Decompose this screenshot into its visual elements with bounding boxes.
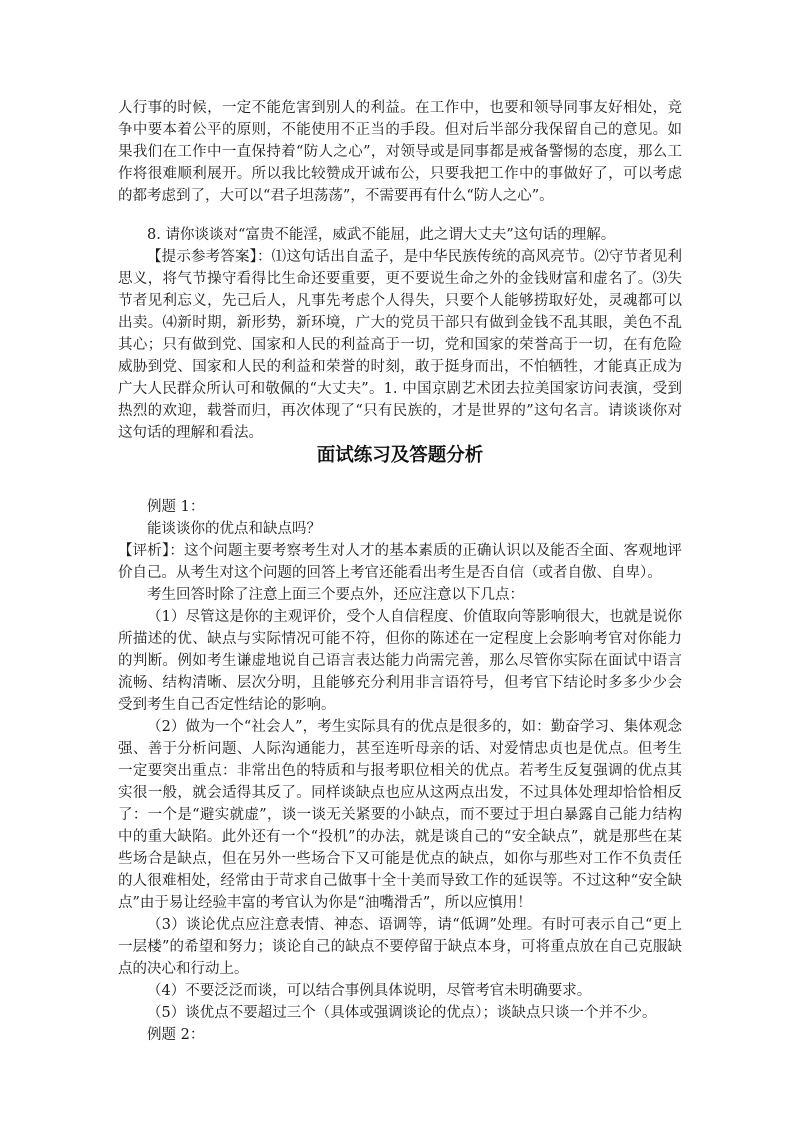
example-1-label: 例题 1：: [147, 499, 205, 515]
notes-intro: 考生回答时除了注意上面三个要点外，还应注意以下几点：: [147, 587, 524, 603]
point-3: （3）谈论优点应注意表情、神态、语调等，请“低调”处理。有时可表示自己“更上一层楼”的希望和努力；谈论自己的缺点不要停留于缺点本身，可将重点放在自己克服缺点的决心和行动上。: [118, 917, 682, 977]
point-2: （2）做为一个“社会人”，考生实际具有的优点是很多的，如：勤奋学习、集体观念强、善于分析问题、人际沟通能力，甚至连听母亲的话、对爱情忠贞也是优点。但考生一定要突出重点：非常出色的特质和与报考职位相关的优点。若考生反复强调的优点其实很一般，就会适得其反了。同样谈缺点也应从这两点出发，不过具体处理却恰恰相反了：一个是“避实就虚”，谈一谈无关紧要的小缺点，而不要过于坦白暴露自己能力结构中的重大缺陷。此外还有一个“投机”的办法，就是谈自己的“安全缺点”，就是那些在某些场合是缺点，但在另外一些场合下又可能是优点的缺点，如你与那些对工作不负责任的人很难相处，经常由于苛求自己做事十全十美而导致工作的延误等。不过这种“安全缺点”由于易让经验丰富的考官认为你是“油嘴滑舌”，所以应慎用！: [118, 719, 682, 911]
analysis-paragraph: 【评析】：这个问题主要考察考生对人才的基本素质的正确认识以及能否全面、客观地评价自己。从考生对这个问题的回答上考官还能看出考生是否自信（或者自傲、自卑）。: [118, 543, 682, 581]
point-4: （4）不要泛泛而谈，可以结合事例具体说明，尽管考官未明确要求。: [147, 983, 592, 999]
section-title: 面试练习及答题分析: [316, 445, 484, 466]
point-1: （1）尽管这是你的主观评价，受个人自信程度、价值取向等影响很大，也就是说你所描述的优、缺点与实际情况可能不符，但你的陈述在一定程度上会影响考官对你能力的判断。例如考生谦虚地说自己语言表达能力尚需完善，那么尽管你实际在面试中语言流畅、结构清晰、层次分明，且能够充分利用非言语符号，但考官下结论时多多少少会受到考生自己否定性结论的影响。: [118, 609, 682, 713]
paragraph-intro: 人行事的时候，一定不能危害到别人的利益。在工作中，也要和领导同事友好相处，竞争中要本着公平的原则，不能使用不正当的手段。但对后半部分我保留自己的意见。如果我们在工作中一直保持着“防人之心”，对领导或是同事都是戒备警惕的态度，那么工作将很难顺利展开。所以我比较赞成开诚布公，只要我把工作中的事做好了，可以考虑的都考虑到了，大可以“君子坦荡荡”，不需要再有什么“防人之心”。: [118, 100, 682, 204]
example-1-question: 能谈谈你的优点和缺点吗？: [147, 521, 321, 537]
question-8: 8. 请你谈谈对“富贵不能淫，威武不能屈，此之谓大丈夫”这句话的理解。: [147, 227, 616, 243]
point-5: （5）谈优点不要超过三个（具体或强调谈论的优点）；谈缺点只谈一个并不少。: [147, 1005, 657, 1021]
question-8-answer: 【提示参考答案】：⑴这句话出自孟子，是中华民族传统的高风亮节。⑵守节者见利思义，将气节操守看得比生命还要重要，更不要说生命之外的金钱财富和虚名了。⑶失节者见利忘义，先己后人，凡事先考虑个人得失，只要个人能够捞取好处，灵魂都可以出卖。⑷新时期，新形势，新环境，广大的党员干部只有做到金钱不乱其眼，美色不乱其心；只有做到党、国家和人民的利益高于一切，党和国家的荣誉高于一切，在有危险威胁到党、国家和人民的利益和荣誉的时刻，敢于挺身而出，不怕牺牲，才能真正成为广大人民群众所认可和敬佩的“大丈夫”。1. 中国京剧艺术团去拉美国家访问表演，受到热烈的欢迎，载誉而归，再次体现了“只有民族的，才是世界的”这句名言。请谈谈你对这句话的理解和看法。: [118, 249, 682, 441]
example-2-label: 例题 2：: [147, 1027, 205, 1043]
